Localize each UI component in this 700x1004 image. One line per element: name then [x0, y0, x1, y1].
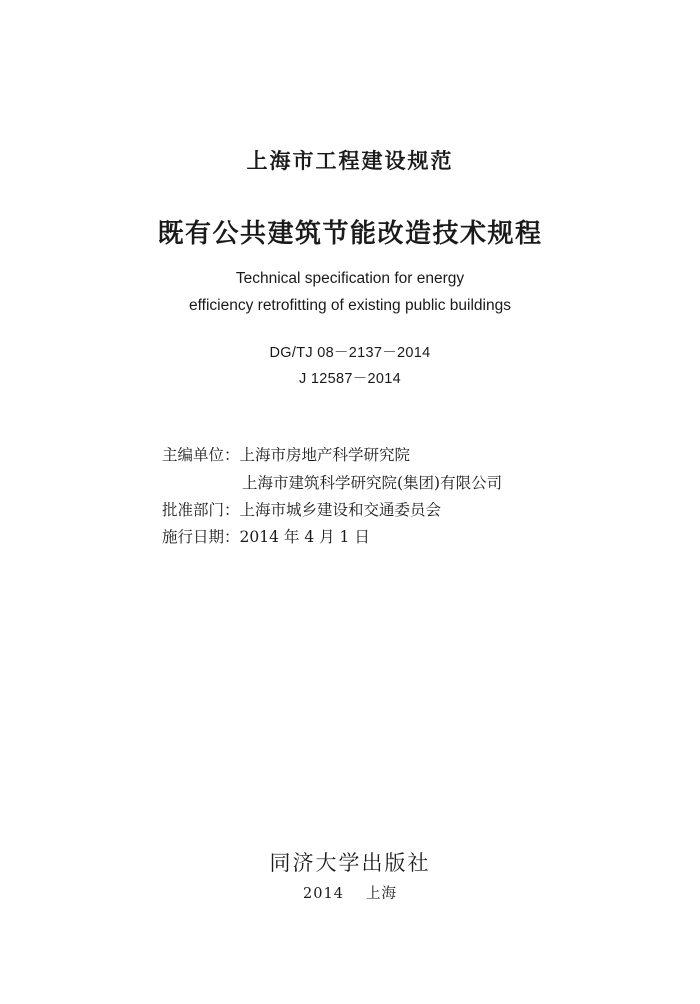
publication-line — [0, 882, 700, 903]
approval-label: 批准部门： — [162, 501, 240, 519]
document-title: 既有公共建筑节能改造技术规程 — [157, 219, 543, 249]
effective-date-row — [162, 525, 370, 547]
editor-label: 主编单位： — [162, 446, 240, 464]
standard-code: DG/TJ 08－2137－2014 — [269, 345, 431, 361]
editor-org-2: 上海市建筑科学研究院(集团)有限公司 — [242, 474, 503, 492]
english-title-line-1: Technical specification for energy — [235, 270, 465, 287]
record-code: J 12587－2014 — [299, 371, 401, 387]
publication-year: 2014 — [303, 886, 344, 902]
editor-row — [162, 443, 410, 465]
approval-row — [162, 498, 441, 520]
series-title: 上海市工程建设规范 — [246, 149, 454, 173]
approval-department: 上海市城乡建设和交通委员会 — [239, 501, 442, 519]
editor-org-1: 上海市房地产科学研究院 — [239, 446, 411, 464]
effective-date: 2014 年 4 月 1 日 — [239, 528, 370, 546]
english-title-line-2: efficiency retrofitting of existing public buildings — [189, 297, 511, 314]
publisher-name: 同济大学出版社 — [269, 851, 431, 875]
effective-label: 施行日期： — [162, 528, 240, 546]
publication-city: 上海 — [365, 886, 397, 902]
